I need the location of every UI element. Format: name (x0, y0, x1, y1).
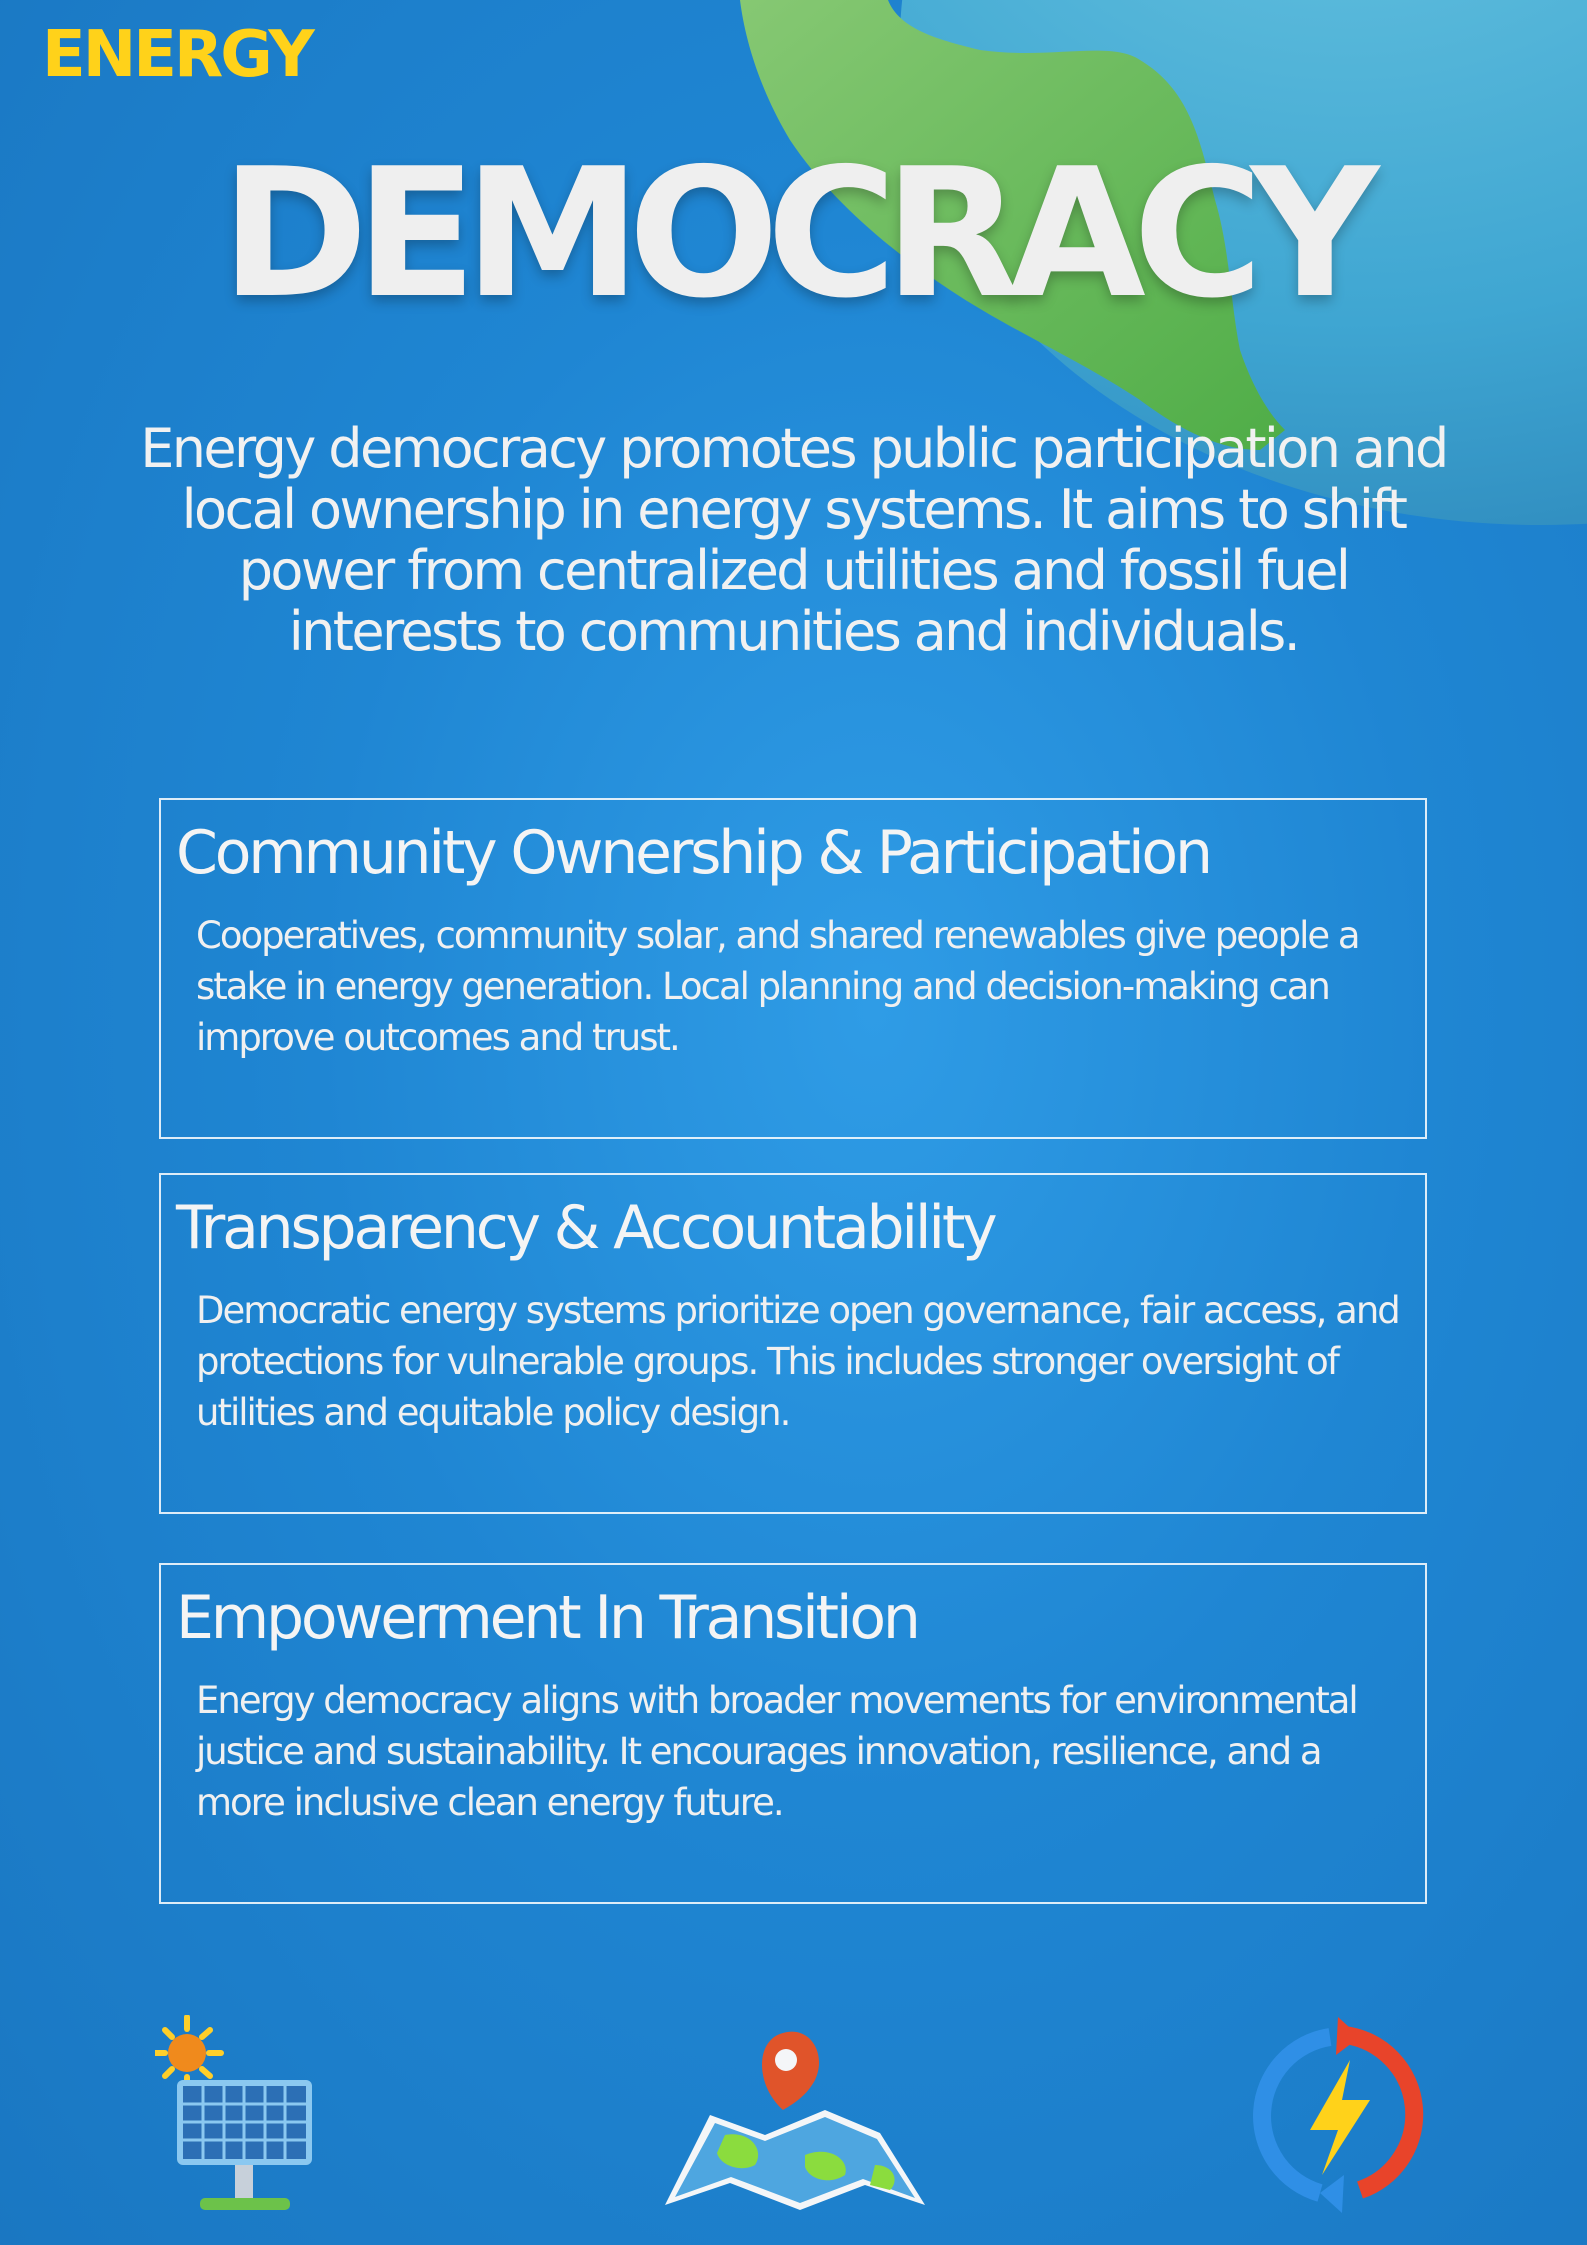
map-pin-icon (655, 2015, 935, 2215)
card-title: Empowerment In Transition (176, 1583, 918, 1653)
card-body: Energy democracy aligns with broader movements for environmental justice and sustainability. It encourages innovation, resilience, and a more inclusive clean energy future. (196, 1679, 1357, 1824)
card-community-ownership (159, 798, 1427, 1139)
card-title: Community Ownership & Participation (176, 818, 1210, 888)
kicker-label: ENERGY (42, 18, 312, 92)
renewable-energy-icon (1250, 2015, 1430, 2215)
card-body: Democratic energy systems prioritize open governance, fair access, and protections for vulnerable groups. This includes stronger oversight of utilities and equitable policy design. (196, 1289, 1399, 1434)
card-body: Cooperatives, community solar, and shared renewables give people a stake in energy generation. Local planning and decision-making can improve outcomes and trust. (196, 914, 1359, 1059)
card-transparency (159, 1173, 1427, 1514)
card-empowerment (159, 1563, 1427, 1904)
card-title: Transparency & Accountability (176, 1193, 995, 1263)
page-title: DEMOCRACY (220, 130, 1367, 337)
intro-text: Energy democracy promotes public participation and local ownership in energy systems. It aims to shift power from centralized utilities and fossil fuel interests to communities and individuals. (140, 417, 1447, 663)
solar-panel-icon (155, 2015, 325, 2215)
